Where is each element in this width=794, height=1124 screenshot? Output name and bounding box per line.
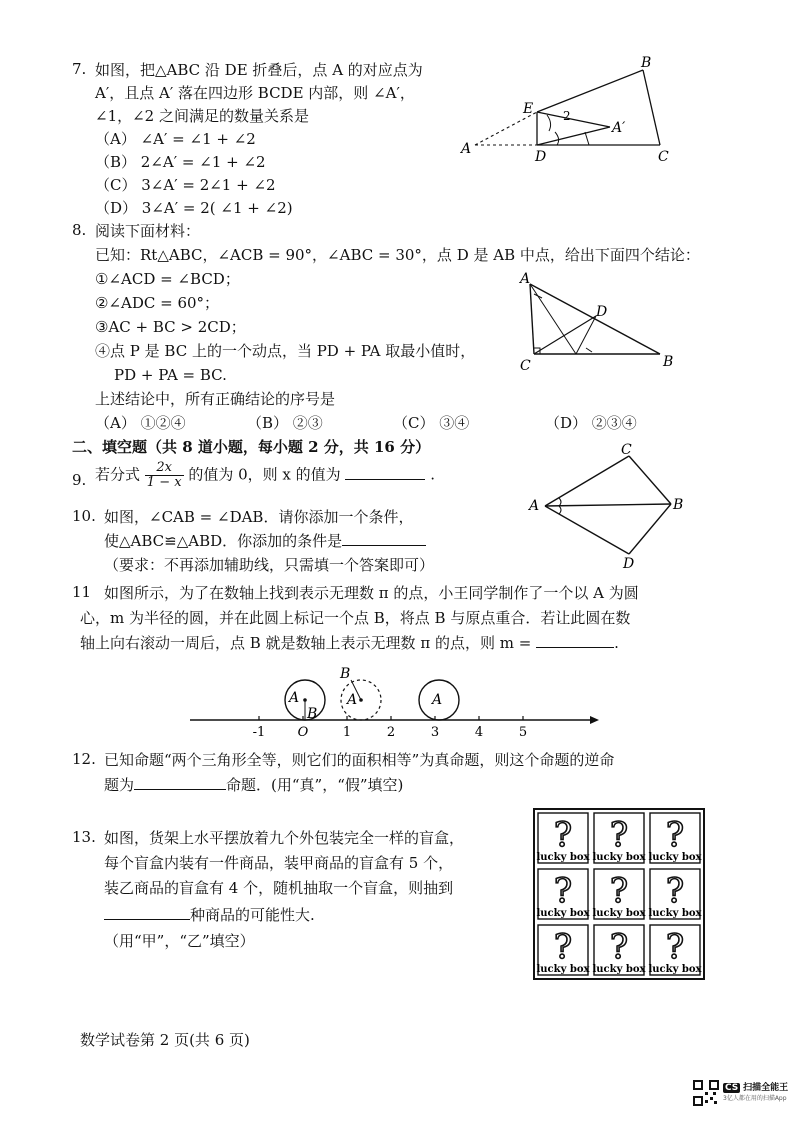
lucky-box-label: lucky box	[592, 852, 646, 863]
scanner-stamp	[723, 1083, 788, 1104]
q11-answer-blank[interactable]	[536, 647, 614, 648]
lucky-box	[536, 925, 590, 975]
q10-number: 10.	[72, 507, 96, 525]
lucky-box-label: lucky box	[592, 908, 646, 919]
q8-label-d: D	[596, 304, 608, 320]
q10-line-3: （要求：不再添加辅助线，只需填一个答案即可）	[104, 556, 435, 574]
q9-fraction-denominator: 1 − x	[146, 475, 182, 490]
lucky-box-label: lucky box	[536, 908, 590, 919]
number-line-tick-label: 1	[342, 725, 352, 740]
q8-option-b: （B） ②③	[247, 414, 323, 432]
q12-line-2-text: 命题．(用“真”，“假”填空)	[226, 776, 404, 794]
lucky-box-label: lucky box	[592, 964, 646, 975]
section-2-title: 二、填空题（共 8 道小题，每小题 2 分，共 16 分）	[72, 438, 431, 456]
lucky-box	[536, 813, 590, 863]
lucky-box-label: lucky box	[648, 908, 702, 919]
q7-number: 7.	[72, 60, 87, 78]
q7-label-c: C	[658, 149, 669, 165]
q8-question: 上述结论中，所有正确结论的序号是	[95, 390, 336, 408]
question-mark-icon: ?	[665, 927, 685, 967]
q13-answer-blank[interactable]	[104, 919, 190, 920]
lucky-box-label: lucky box	[536, 964, 590, 975]
q8-known: 已知：Rt△ABC，∠ACB = 90°，∠ABC = 30°，点 D 是 AB 中点，给出下面四个结论：	[95, 246, 700, 264]
q7-label-d: D	[535, 149, 547, 165]
scanner-stamp-title: 扫描全能王	[743, 1083, 789, 1093]
q8-option-d: （D） ②③④	[545, 414, 637, 432]
number-line-tick-label: 5	[518, 725, 528, 740]
q8-label-b: B	[663, 354, 674, 370]
q9-end: .	[430, 465, 435, 484]
q13-line-1: 如图，货架上水平摆放着九个外包装完全一样的盲盒，	[104, 829, 465, 847]
question-mark-icon: ?	[609, 927, 629, 967]
lucky-box-label: lucky box	[536, 852, 590, 863]
question-mark-icon: ?	[609, 871, 629, 911]
number-line-tick-label: 3	[430, 725, 440, 740]
q8-option-a: （A） ①②④	[95, 414, 186, 432]
q10-label-b: B	[673, 497, 684, 513]
q7-label-b: B	[641, 55, 652, 71]
qr-code-icon	[693, 1080, 719, 1106]
question-mark-icon: ?	[665, 815, 685, 855]
q12-line-2	[104, 774, 403, 796]
q7-label-angle-2: 2	[563, 109, 571, 123]
q11-line-1: 如图所示，为了在数轴上找到表示无理数 π 的点，小王同学制作了一个以 A 为圆	[104, 584, 639, 602]
number-line-tick-label: 4	[474, 725, 484, 740]
q11-number-line-figure	[185, 660, 605, 740]
question-mark-icon: ?	[553, 871, 573, 911]
q11-line-3-text: 轴上向右滚动一周后，点 B 就是数轴上表示无理数 π 的点，则 m =	[80, 634, 532, 652]
q7-line-1: 如图，把△ABC 沿 DE 折叠后，点 A 的对应点为	[95, 61, 423, 79]
lucky-box-label: lucky box	[648, 852, 702, 863]
q9-pre: 若分式	[95, 465, 141, 484]
number-line-tick-label: -1	[252, 725, 266, 740]
q9-number: 9.	[72, 471, 87, 489]
q10-line-2	[104, 530, 426, 552]
q10-line-1: 如图，∠CAB = ∠DAB．请你添加一个条件，	[104, 508, 414, 526]
q11-line-3	[80, 632, 619, 654]
q8-label-a: A	[520, 271, 531, 287]
q8-item-3: ③AC + BC > 2CD；	[95, 318, 246, 336]
q11-circle1-label-b: B	[307, 706, 318, 722]
q9-fraction-numerator: 2x	[145, 461, 184, 476]
q13-line-3: 装乙商品的盲盒有 4 个，随机抽取一个盲盒，则抽到	[104, 879, 454, 897]
q10-label-d: D	[623, 556, 635, 572]
lucky-box	[648, 869, 702, 919]
q13-line-4-text: 种商品的可能性大.	[190, 906, 315, 924]
q8-item-4-cont: PD + PA = BC.	[114, 366, 227, 384]
q8-item-1: ①∠ACD = ∠BCD；	[95, 270, 240, 288]
q12-number: 12.	[72, 750, 96, 768]
q7-option-b: （B） 2∠A′ = ∠1 + ∠2	[95, 153, 266, 171]
lucky-box-label: lucky box	[648, 964, 702, 975]
q11-end: .	[614, 634, 619, 652]
q8-option-c: （C） ③④	[393, 414, 470, 432]
q7-fold-triangle-figure	[455, 55, 685, 165]
page-footer: 数学试卷第 2 页(共 6 页)	[80, 1031, 250, 1049]
question-mark-icon: ?	[609, 815, 629, 855]
question-mark-icon: ?	[665, 871, 685, 911]
q7-line-3: ∠1，∠2 之间满足的数量关系是	[95, 107, 309, 125]
q12-line-1: 已知命题“两个三角形全等，则它们的面积相等”为真命题，则这个命题的逆命	[104, 751, 615, 769]
q11-circle2-label-b: B	[340, 666, 351, 682]
q9-post: 的值为 0，则 x 的值为	[188, 465, 341, 484]
q8-right-triangle-figure	[508, 268, 688, 378]
q8-item-2: ②∠ADC = 60°；	[95, 294, 220, 312]
q7-label-a-prime: A′	[612, 120, 626, 136]
q10-kite-figure	[525, 442, 695, 572]
q10-line-2-text: 使△ABC≌△ABD．你添加的条件是	[104, 532, 343, 550]
q11-circle1-label-a: A	[289, 690, 300, 706]
q11-number: 11	[72, 583, 92, 601]
q8-intro: 阅读下面材料：	[95, 222, 201, 240]
q7-option-a: （A） ∠A′ = ∠1 + ∠2	[95, 130, 256, 148]
q10-answer-blank[interactable]	[342, 545, 426, 546]
lucky-box	[592, 925, 646, 975]
q11-circle3-label-a: A	[432, 692, 443, 708]
q13-line-5: （用“甲”，“乙”填空）	[104, 932, 255, 950]
number-line-tick-label: 2	[386, 725, 396, 740]
q13-line-4	[104, 904, 315, 926]
q7-label-a: A	[461, 141, 472, 157]
q8-item-4: ④点 P 是 BC 上的一个动点，当 PD + PA 取最小值时，	[95, 342, 476, 360]
number-line-tick-label: O	[297, 725, 309, 740]
lucky-box	[592, 813, 646, 863]
q13-lucky-box-shelf	[533, 808, 708, 983]
scanner-stamp-subtitle: 3亿人都在用的扫描App	[723, 1095, 787, 1102]
lucky-box	[536, 869, 590, 919]
q9-fraction	[145, 461, 184, 490]
q7-line-2: A′，且点 A′ 落在四边形 BCDE 内部，则 ∠A′，	[95, 84, 415, 102]
lucky-box	[592, 869, 646, 919]
q8-number: 8.	[72, 221, 87, 239]
q10-label-a: A	[529, 498, 540, 514]
lucky-box	[648, 813, 702, 863]
q13-number: 13.	[72, 828, 96, 846]
q7-option-d: （D） 3∠A′ = 2( ∠1 + ∠2)	[95, 199, 293, 217]
q12-answer-blank[interactable]	[134, 789, 226, 790]
scanner-logo-icon: CS	[725, 1083, 739, 1093]
q7-option-c: （C） 3∠A′ = 2∠1 + ∠2	[95, 176, 276, 194]
q8-label-c: C	[520, 358, 531, 374]
question-mark-icon: ?	[553, 815, 573, 855]
q12-line-2-prefix: 题为	[104, 776, 135, 794]
q10-label-c: C	[621, 442, 632, 458]
q11-line-2: 心，m 为半径的圆，并在此圆上标记一个点 B，将点 B 与原点重合．若让此圆在数	[80, 609, 631, 627]
q7-label-e: E	[523, 101, 534, 117]
q9-answer-blank[interactable]	[345, 479, 425, 480]
q13-line-2: 每个盲盒内装有一件商品，装甲商品的盲盒有 5 个，	[104, 854, 454, 872]
q9-text	[95, 461, 435, 490]
q11-circle2-label-a: A	[347, 692, 358, 708]
question-mark-icon: ?	[553, 927, 573, 967]
lucky-box	[648, 925, 702, 975]
